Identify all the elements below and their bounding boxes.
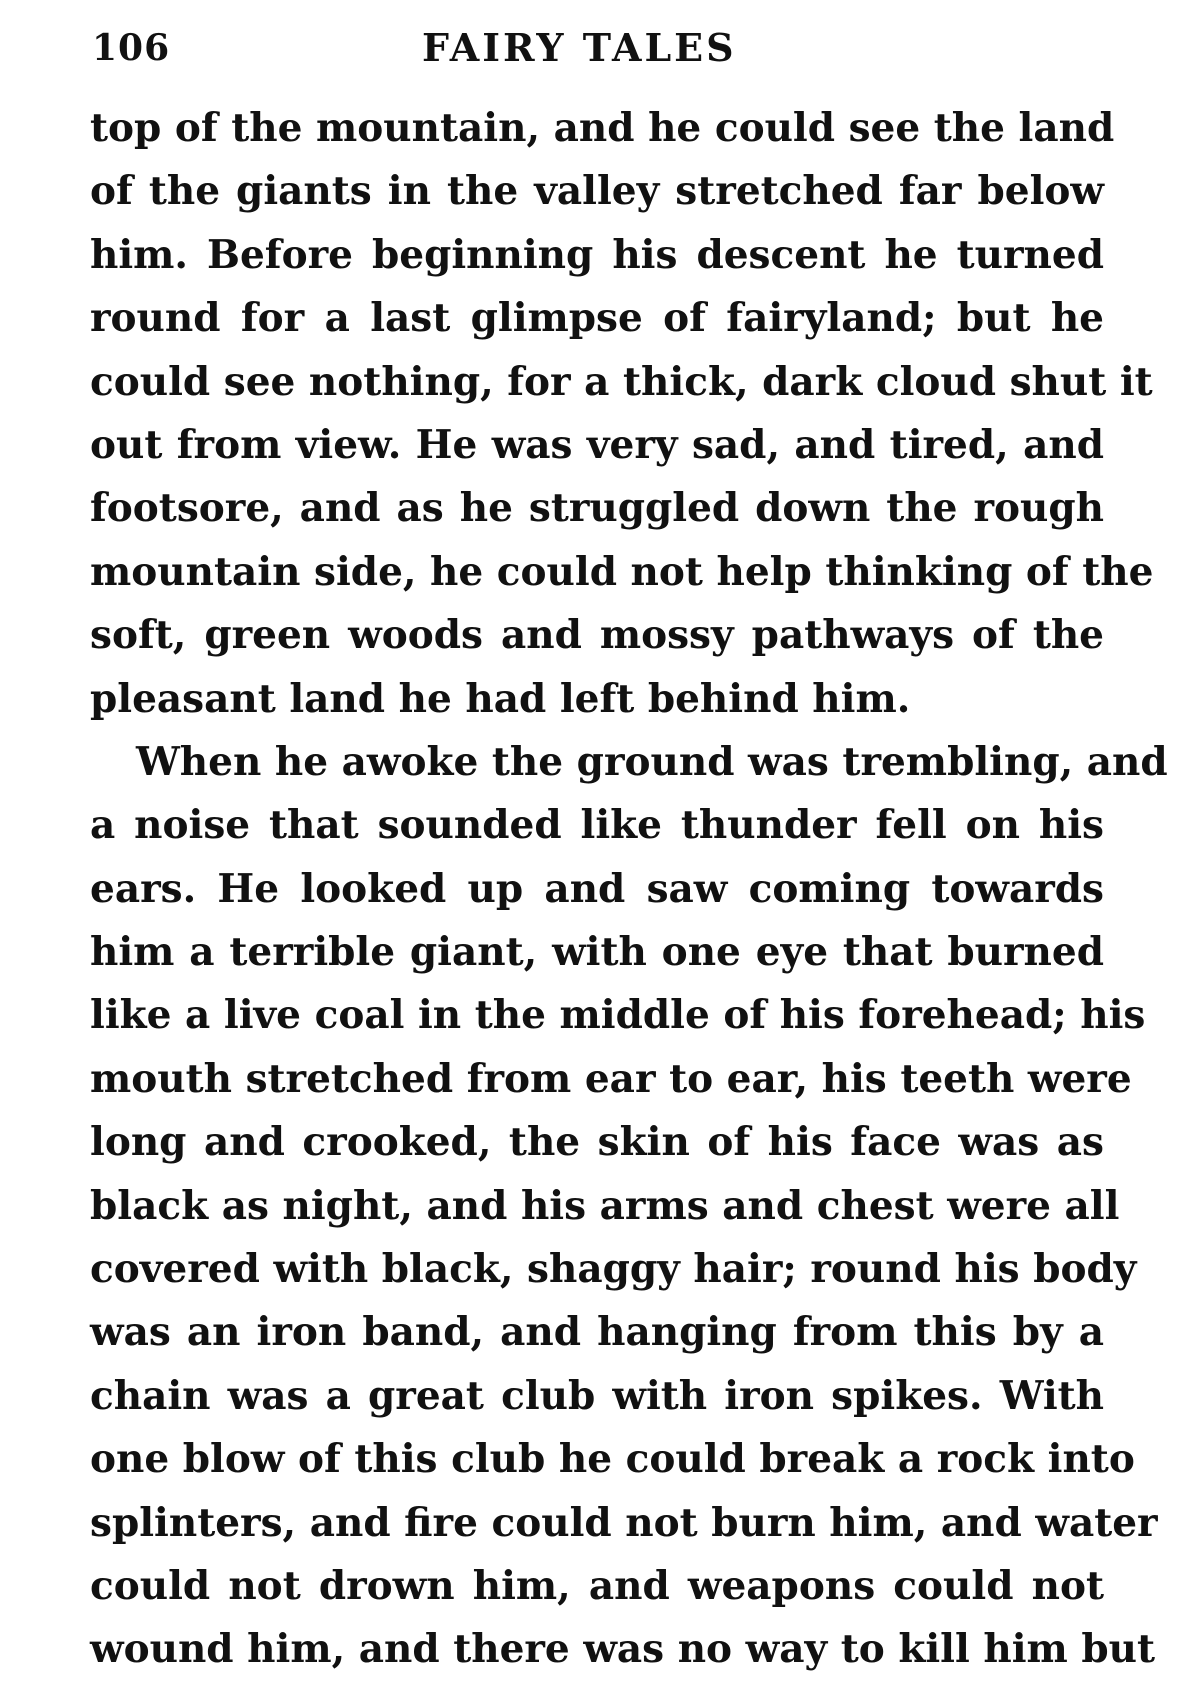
text-line: top of the mountain, and he could see the land (90, 105, 1115, 151)
paragraph-1 (90, 97, 1154, 731)
text-line: long and crooked, the skin of his face was as (90, 1119, 1104, 1166)
text-line: wound him, and there was no way to kill him but (90, 1626, 1156, 1673)
paragraph-2 (90, 731, 1168, 1682)
text-line: ears. He looked up and saw coming towards (90, 865, 1104, 912)
text-line: him. Before beginning his descent he turned (90, 231, 1104, 278)
text-line: of the giants in the valley stretched far below (90, 168, 1104, 215)
page-number: 106 (92, 27, 171, 69)
text-line: a noise that sounded like thunder fell on his (90, 802, 1104, 849)
text-line: could not drown him, and weapons could not (90, 1562, 1104, 1609)
running-title: FAIRY TALES (422, 25, 737, 70)
text-line: pleasant land he had left behind him. (90, 675, 911, 722)
text-line: one blow of this club he could break a rock into (90, 1436, 1135, 1483)
text-line: covered with black, shaggy hair; round his body (90, 1246, 1137, 1293)
text-line: chain was a great club with iron spikes. With (90, 1372, 1104, 1419)
text-line: like a live coal in the middle of his forehead; his (90, 992, 1146, 1039)
text-line: soft, green woods and mossy pathways of the (90, 612, 1104, 659)
text-line: When he awoke the ground was trembling, and (136, 738, 1168, 785)
text-line: splinters, and fire could not burn him, and water (90, 1499, 1158, 1546)
text-line: him a terrible giant, with one eye that burned (90, 929, 1104, 976)
page-header (92, 18, 1102, 78)
text-line: round for a last glimpse of fairyland; but he (90, 295, 1104, 342)
text-line: footsore, and as he struggled down the rough (90, 485, 1104, 532)
text-line: mountain side, he could not help thinking of the (90, 548, 1154, 595)
text-line: mouth stretched from ear to ear, his teeth were (90, 1055, 1132, 1102)
text-line: was an iron band, and hanging from this by a (90, 1309, 1104, 1356)
text-line: out from view. He was very sad, and tired, and (90, 421, 1104, 468)
body-text (90, 97, 1168, 1682)
text-line: could see nothing, for a thick, dark cloud shut it (90, 358, 1153, 405)
text-line: black as night, and his arms and chest were all (90, 1182, 1120, 1229)
